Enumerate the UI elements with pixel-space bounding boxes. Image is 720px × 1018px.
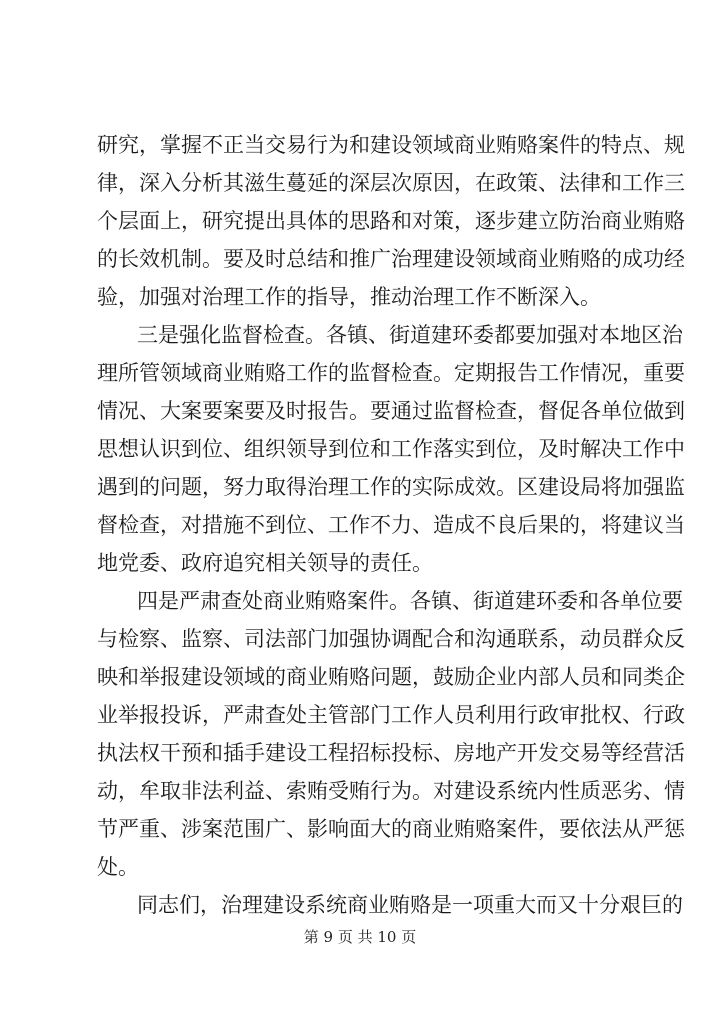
text-line: 理所管领域商业贿赂工作的监督检查。定期报告工作情况，重要: [97, 361, 685, 385]
text-line: 与检察、监察、司法部门加强协调配合和沟通联系，动员群众反: [97, 627, 685, 651]
paragraph-start-line: 同志们，治理建设系统商业贿赂是一项重大而又十分艰巨的: [137, 893, 683, 917]
paragraph-start-line: 四是严肃查处商业贿赂案件。各镇、街道建环委和各单位要: [137, 589, 683, 613]
text-line: 地党委、政府追究相关领导的责任。: [97, 551, 433, 575]
text-line: 执法权干预和插手建设工程招标投标、房地产开发交易等经营活: [97, 741, 685, 765]
text-line: 的长效机制。要及时总结和推广治理建设领域商业贿赂的成功经: [97, 247, 685, 271]
text-line: 研究，掌握不正当交易行为和建设领域商业贿赂案件的特点、规: [97, 133, 685, 157]
text-line: 验，加强对治理工作的指导，推动治理工作不断深入。: [97, 285, 601, 309]
text-line: 处。: [97, 855, 139, 879]
text-line: 督检查，对措施不到位、工作不力、造成不良后果的，将建议当: [97, 513, 685, 537]
text-line: 个层面上，研究提出具体的思路和对策，逐步建立防治商业贿赂: [97, 209, 685, 233]
text-line: 情况、大案要案要及时报告。要通过监督检查，督促各单位做到: [97, 399, 685, 423]
text-line: 映和举报建设领域的商业贿赂问题，鼓励企业内部人员和同类企: [97, 665, 685, 689]
text-line: 思想认识到位、组织领导到位和工作落实到位，及时解决工作中: [97, 437, 685, 461]
text-line: 律，深入分析其滋生蔓延的深层次原因，在政策、法律和工作三: [97, 171, 685, 195]
text-line: 动，牟取非法利益、索贿受贿行为。对建设系统内性质恶劣、情: [97, 779, 685, 803]
text-line: 遇到的问题，努力取得治理工作的实际成效。区建设局将加强监: [97, 475, 685, 499]
paragraph-start-line: 三是强化监督检查。各镇、街道建环委都要加强对本地区治: [137, 323, 683, 347]
page-number-footer: 第 9 页 共 10 页: [303, 928, 417, 946]
text-line: 节严重、涉案范围广、影响面大的商业贿赂案件，要依法从严惩: [97, 817, 685, 841]
text-line: 业举报投诉，严肃查处主管部门工作人员利用行政审批权、行政: [97, 703, 685, 727]
